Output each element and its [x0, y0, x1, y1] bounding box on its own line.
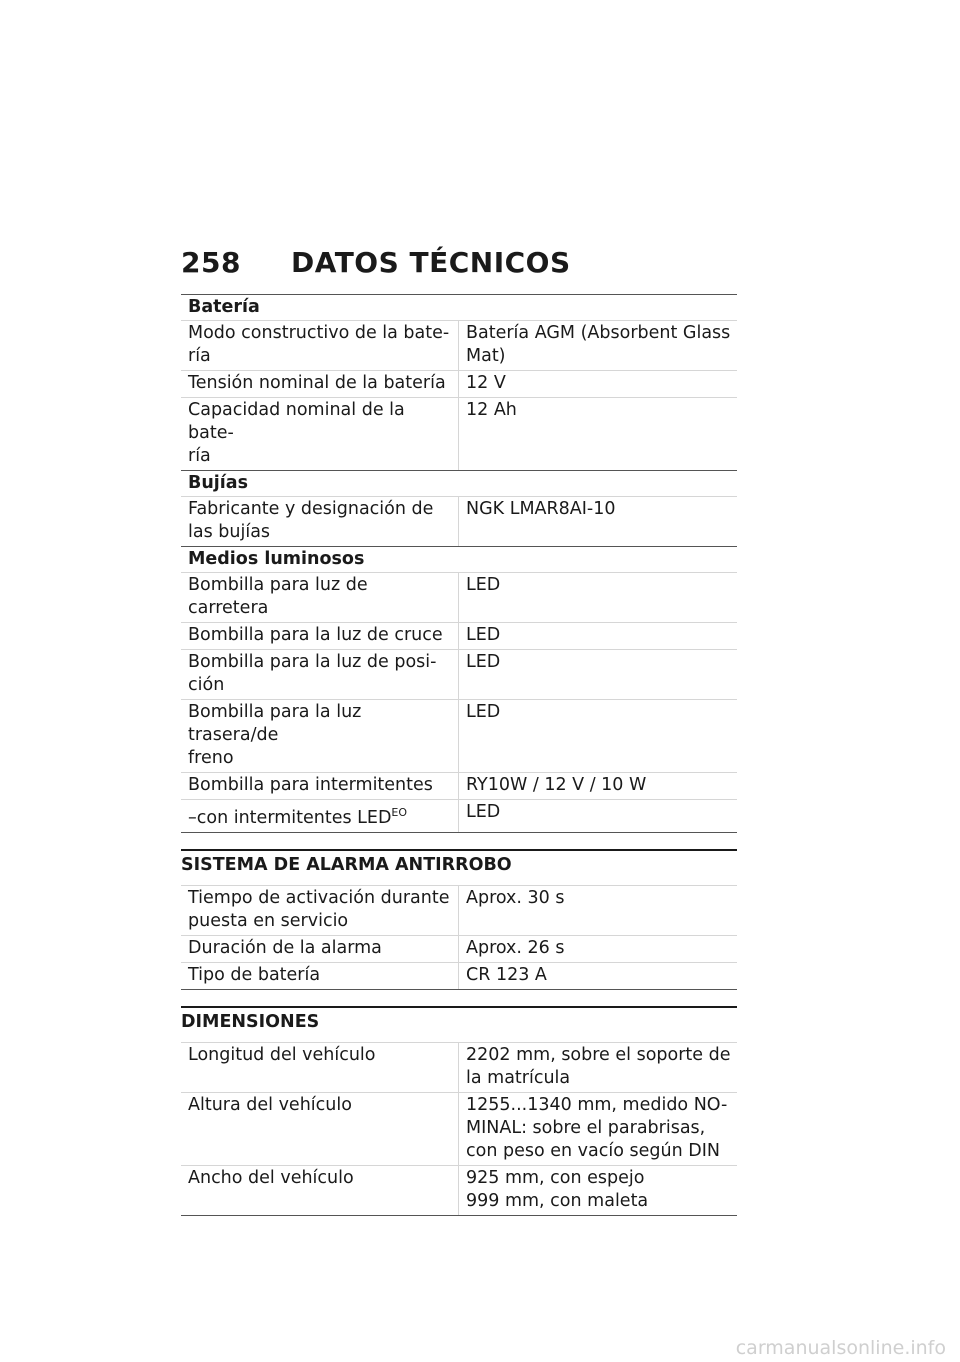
section-title-alarm: SISTEMA DE ALARMA ANTIRROBO [181, 849, 737, 876]
spec-value: 2202 mm, sobre el soporte de la matrícula [459, 1043, 738, 1093]
content [181, 294, 737, 1216]
spec-label: Capacidad nominal de la bate- ría [181, 398, 459, 471]
table-row [181, 573, 737, 623]
spec-label: Modo constructivo de la bate- ría [181, 321, 459, 371]
page-number: 258 [181, 246, 241, 279]
spec-value: NGK LMAR8AI-10 [459, 497, 738, 547]
spec-label: Bombilla para intermitentes [181, 773, 459, 800]
group-header [181, 547, 737, 573]
spec-label: Altura del vehículo [181, 1093, 459, 1166]
spec-label: Ancho del vehículo [181, 1166, 459, 1216]
spec-value: LED [459, 700, 738, 773]
spec-value: Aprox. 30 s [459, 886, 738, 936]
spec-value: CR 123 A [459, 963, 738, 990]
equipment-marker: EO [391, 806, 408, 819]
spec-table-general [181, 294, 737, 833]
group-title: Batería [181, 295, 737, 321]
table-row [181, 936, 737, 963]
spec-label: Duración de la alarma [181, 936, 459, 963]
group-header [181, 295, 737, 321]
spec-label: Longitud del vehículo [181, 1043, 459, 1093]
dimension-rows [181, 1043, 737, 1216]
spec-value: RY10W / 12 V / 10 W [459, 773, 738, 800]
table-row [181, 497, 737, 547]
spec-label: –con intermitentes $LED^{EO}$ [181, 800, 459, 833]
table-row [181, 398, 737, 471]
table-row [181, 1166, 737, 1216]
spec-label: Tipo de batería [181, 963, 459, 990]
group-lights [181, 547, 737, 833]
table-row [181, 800, 737, 833]
page-title: DATOS TÉCNICOS [290, 246, 571, 279]
spec-value: LED [459, 573, 738, 623]
spec-table-dimensions [181, 1042, 737, 1216]
spec-value: 1255...1340 mm, medido NO- MINAL: sobre el parabrisas, con peso en vacío según DIN [459, 1093, 738, 1166]
spec-value: Aprox. 26 s [459, 936, 738, 963]
spec-value: 925 mm, con espejo 999 mm, con maleta [459, 1166, 738, 1216]
watermark: carmanualsonline.info [735, 1337, 946, 1359]
spec-value: LED [459, 800, 738, 833]
table-row [181, 371, 737, 398]
spec-label: Bombilla para la luz trasera/de freno [181, 700, 459, 773]
spec-label: Bombilla para la luz de cruce [181, 623, 459, 650]
table-row [181, 700, 737, 773]
spec-value: LED [459, 650, 738, 700]
spec-table-alarm [181, 885, 737, 990]
spec-label: Tensión nominal de la batería [181, 371, 459, 398]
table-row [181, 321, 737, 371]
page-header [181, 246, 571, 279]
table-row [181, 650, 737, 700]
table-row [181, 623, 737, 650]
group-spark-plugs [181, 471, 737, 547]
spec-value: 12 Ah [459, 398, 738, 471]
spec-label: Bombilla para la luz de posi- ción [181, 650, 459, 700]
spec-label: Tiempo de activación durante puesta en servicio [181, 886, 459, 936]
spec-label: Fabricante y designación de las bujías [181, 497, 459, 547]
spec-value: 12 V [459, 371, 738, 398]
table-row [181, 773, 737, 800]
group-title: Medios luminosos [181, 547, 737, 573]
section-title-dimensions: DIMENSIONES [181, 1006, 737, 1033]
spec-value: Batería AGM (Absorbent Glass Mat) [459, 321, 738, 371]
group-battery [181, 295, 737, 471]
table-row [181, 1093, 737, 1166]
group-header [181, 471, 737, 497]
group-title: Bujías [181, 471, 737, 497]
spec-value: LED [459, 623, 738, 650]
spec-label: Bombilla para luz de carretera [181, 573, 459, 623]
alarm-rows [181, 886, 737, 990]
table-row [181, 1043, 737, 1093]
table-row [181, 963, 737, 990]
table-row [181, 886, 737, 936]
